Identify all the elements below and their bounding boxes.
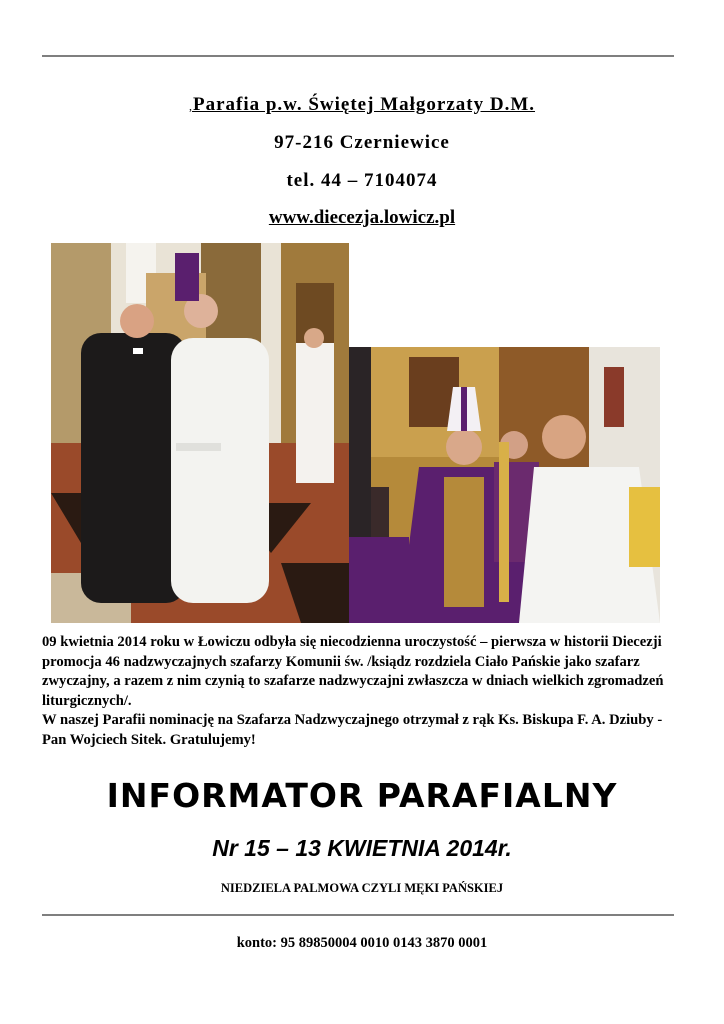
photo-two-men-drawing <box>51 243 349 623</box>
bank-account: konto: 95 89850004 0010 0143 3870 0001 <box>236 935 488 951</box>
parish-address: 97-216 Czerniewice <box>274 132 450 153</box>
parish-phone: tel. 44 – 7104074 <box>286 170 438 191</box>
parish-name-text: Parafia p.w. Świętej Małgorzaty D.M. <box>192 94 536 115</box>
photo-bishop-nomination <box>349 347 660 623</box>
top-rule <box>42 55 674 57</box>
parish-name <box>0 94 724 116</box>
issue-number-date: Nr 15 – 13 KWIETNIA 2014r. <box>212 835 512 861</box>
bulletin-title: INFORMATOR PARAFIALNY <box>106 776 618 815</box>
tick-mark: , <box>188 99 193 113</box>
bottom-rule <box>42 914 674 916</box>
photo-two-men <box>51 243 349 623</box>
photo-bishop-drawing <box>349 347 660 623</box>
photo-caption <box>42 633 682 750</box>
caption-paragraph-1: 09 kwietnia 2014 roku w Łowiczu odbyła się niecodzienna uroczystość – pierwsza w historii Diecezji promocja 46 nadzwyczajnych szafarzy Komunii św. /ksiądz rozdziela Ciało Pańskie jako szafarz zwyczajny, a razem z nim czynią to szafarze nadzwyczajni zwłaszcza w dniach wielkich zgromadzeń liturgicznych/. <box>42 634 664 709</box>
caption-paragraph-2: W naszej Parafii nominację na Szafarza Nadzwyczajnego otrzymał z rąk Ks. Biskupa F. A. Dziuby - Pan Wojciech Sitek. Gratulujemy! <box>42 712 663 748</box>
liturgical-day: NIEDZIELA PALMOWA CZYLI MĘKI PAŃSKIEJ <box>220 881 504 895</box>
parish-website-link[interactable]: www.diecezja.lowicz.pl <box>268 207 456 228</box>
parish-website-line <box>0 207 724 229</box>
